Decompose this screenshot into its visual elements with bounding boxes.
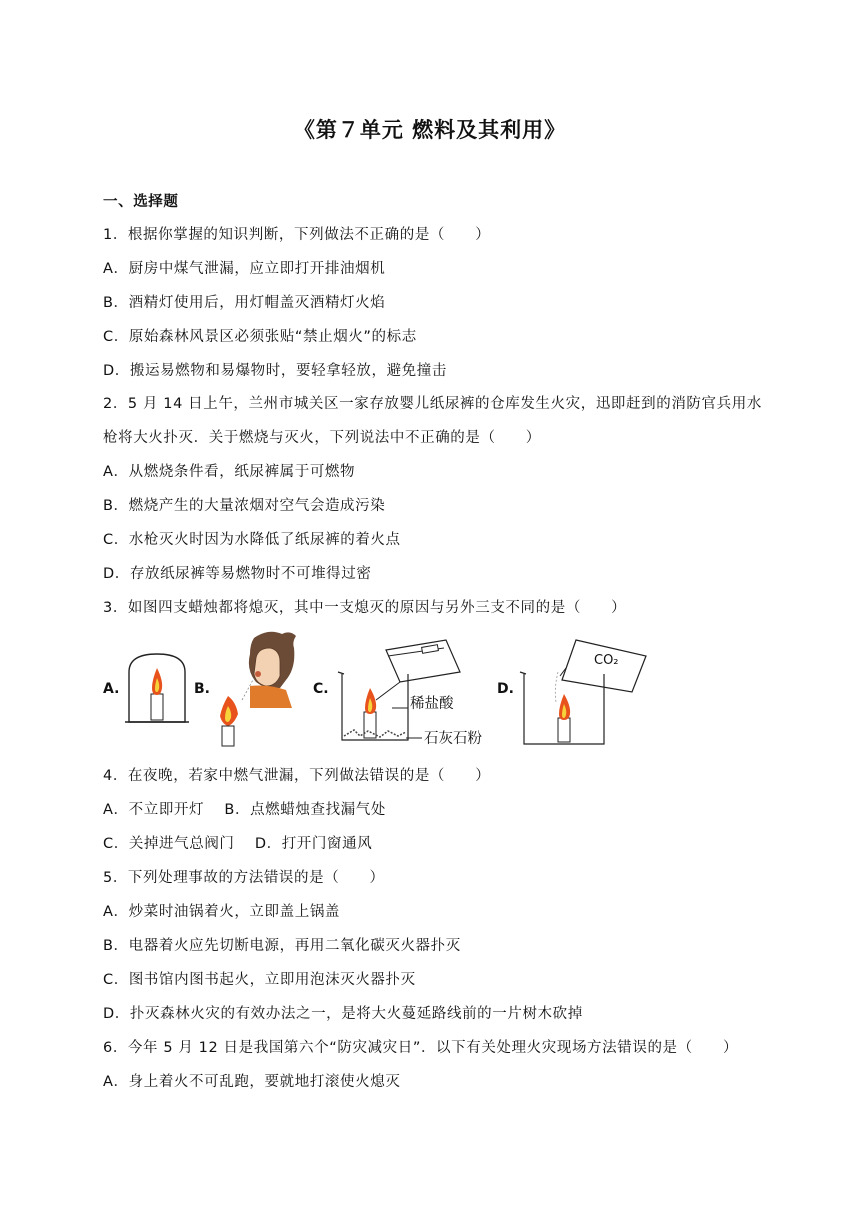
option-1c: C．原始森林风景区必须张贴“禁止烟火”的标志 bbox=[103, 329, 417, 345]
figure-label-c: C. bbox=[313, 681, 329, 697]
figure-label-a: A. bbox=[103, 681, 120, 697]
figure-a-bell-jar-candle bbox=[125, 650, 189, 726]
figure-d-co2-label: CO₂ bbox=[594, 653, 619, 668]
question-3: 3．如图四支蜡烛都将熄灭，其中一支熄灭的原因与另外三支不同的是（ ） bbox=[103, 600, 627, 616]
option-1b: B．酒精灯使用后，用灯帽盖灭酒精灯火焰 bbox=[103, 295, 386, 311]
options-4ab: A．不立即开灯 B．点燃蜡烛查找漏气处 bbox=[103, 802, 386, 818]
question-6: 6．今年 5 月 12 日是我国第六个“防灾减灾日”．以下有关处理火灾现场方法错误的是（ ） bbox=[103, 1040, 739, 1056]
option-1a: A．厨房中煤气泄漏，应立即打开排油烟机 bbox=[103, 261, 386, 277]
question-5: 5．下列处理事故的方法错误的是（ ） bbox=[103, 870, 385, 886]
question-2-line-2: 枪将大火扑灭．关于燃烧与灭火，下列说法中不正确的是（ ） bbox=[103, 430, 541, 446]
section-heading: 一、选择题 bbox=[103, 194, 179, 210]
question-2-line-1: 2．5 月 14 日上午，兰州市城关区一家存放婴儿纸尿裤的仓库发生火灾，迅即赶到的消防官兵用水 bbox=[103, 396, 762, 412]
page-title: 《第７单元 燃料及其利用》 bbox=[293, 118, 567, 142]
figure-c-limestone-label: 石灰石粉 bbox=[424, 731, 482, 747]
option-5b: B．电器着火应先切断电源，再用二氧化碳灭火器扑灭 bbox=[103, 938, 461, 954]
option-5a: A．炒菜时油锅着火，立即盖上锅盖 bbox=[103, 904, 341, 920]
option-2b: B．燃烧产生的大量浓烟对空气会造成污染 bbox=[103, 498, 386, 514]
figure-label-d: D. bbox=[497, 681, 514, 697]
question-1: 1．根据你掌握的知识判断，下列做法不正确的是（ ） bbox=[103, 227, 491, 243]
option-2a: A．从燃烧条件看，纸尿裤属于可燃物 bbox=[103, 464, 356, 480]
figure-b-girl-blowing-candle bbox=[210, 628, 310, 748]
options-4cd: C．关掉进气总阀门 D．打开门窗通风 bbox=[103, 836, 373, 852]
question-4: 4．在夜晚，若家中燃气泄漏，下列做法错误的是（ ） bbox=[103, 768, 491, 784]
figure-d-co2-beaker bbox=[520, 632, 650, 750]
option-2d: D．存放纸尿裤等易燃物时不可堆得过密 bbox=[103, 566, 372, 582]
option-2c: C．水枪灭火时因为水降低了纸尿裤的着火点 bbox=[103, 532, 401, 548]
figure-c-acid-label: 稀盐酸 bbox=[410, 696, 454, 712]
option-5d: D．扑灭森林火灾的有效办法之一，是将大火蔓延路线前的一片树木砍掉 bbox=[103, 1006, 583, 1022]
option-5c: C．图书馆内图书起火，立即用泡沫灭火器扑灭 bbox=[103, 972, 416, 988]
option-1d: D．搬运易燃物和易爆物时，要轻拿轻放，避免撞击 bbox=[103, 363, 447, 379]
figure-label-b: B. bbox=[194, 681, 210, 697]
option-6a: A．身上着火不可乱跑，要就地打滚使火熄灭 bbox=[103, 1074, 401, 1090]
